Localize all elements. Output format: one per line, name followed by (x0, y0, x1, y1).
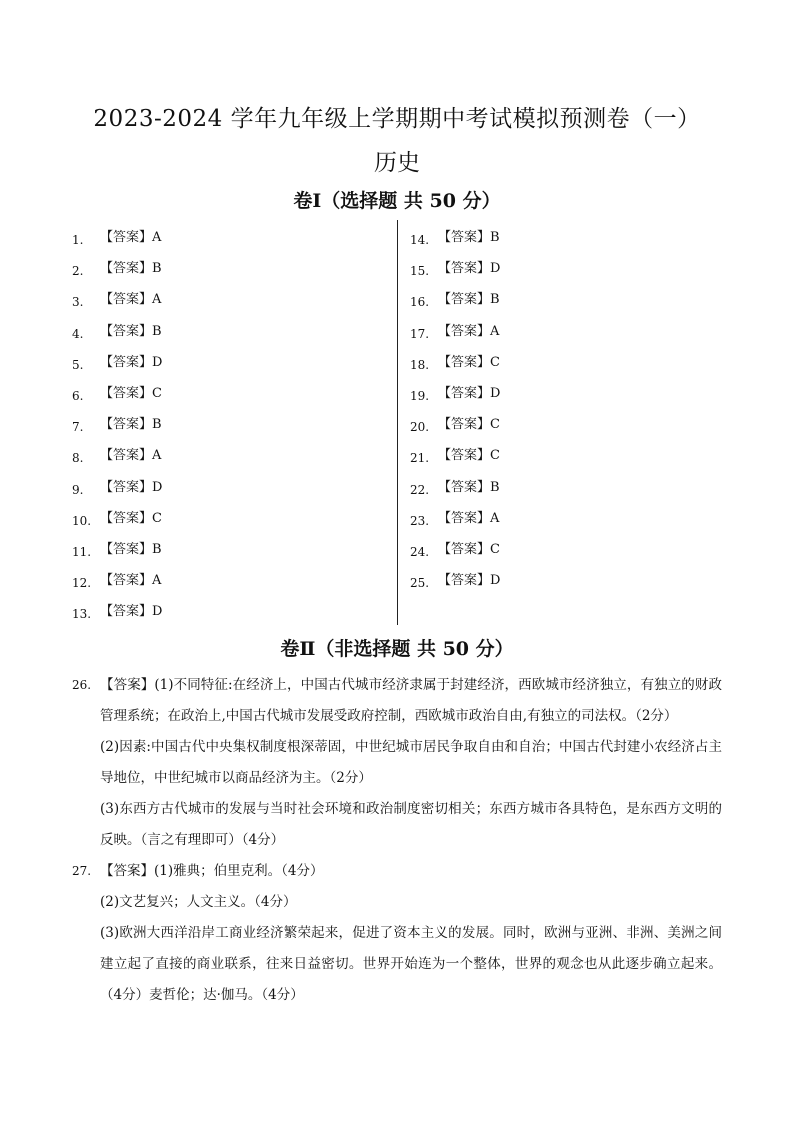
question-number: 26. (72, 678, 92, 692)
answer-letter: B (490, 292, 500, 308)
answer-row (410, 382, 500, 402)
answer-tag: 【答案】 (438, 448, 491, 464)
question-number: 9. (72, 482, 84, 497)
question-number: 7. (72, 420, 84, 435)
answer-letter: B (152, 542, 162, 557)
answer-letter: C (490, 542, 500, 557)
answer-row (72, 351, 162, 371)
answer-row (72, 569, 161, 589)
answer-tag: 【答案】 (100, 573, 153, 589)
answer-letter: A (490, 323, 500, 339)
question-number: 5. (72, 357, 84, 372)
answer-tag: 【答案】 (100, 323, 153, 339)
answer-letter: A (490, 510, 500, 526)
answer-row (410, 257, 500, 277)
answer-letter: A (152, 573, 162, 589)
answer-letter: D (152, 354, 163, 370)
answer-row (72, 382, 162, 402)
question-26 (72, 670, 722, 856)
question-number: 23. (410, 513, 430, 528)
answer-tag: 【答案】 (100, 604, 153, 620)
answer-letter: B (152, 261, 162, 277)
answer-tag: 【答案】 (100, 510, 153, 526)
answer-letter: B (490, 230, 500, 245)
answer-tag: 【答案】 (438, 542, 491, 557)
answer-tag: 【答案】 (438, 386, 491, 401)
answer-row (410, 569, 500, 589)
question-number: 22. (410, 482, 430, 497)
question-number: 21. (410, 451, 430, 466)
answer-tag: 【答案】 (100, 386, 153, 401)
answer-row (410, 320, 499, 340)
answer-row (410, 538, 500, 558)
answer-letter: C (490, 448, 500, 464)
answer-tag: 【答案】 (100, 479, 153, 495)
question-number: 18. (410, 357, 430, 372)
question-number: 8. (72, 451, 84, 466)
answer-row (410, 507, 499, 527)
answer-letter: D (152, 604, 163, 620)
question-number: 27. (72, 864, 92, 878)
answer-part-2: (2)因素:中国古代中央集权制度根深蒂固，中世纪城市居民争取自由和自治；中国古代封建小农经济占主导地位，中世纪城市以商品经济为主。（2分） (100, 739, 722, 786)
answer-row (72, 288, 161, 308)
answer-tag: 【答案】 (100, 261, 153, 277)
question-number: 12. (72, 576, 92, 591)
answer-tag: 【答案】 (100, 417, 153, 433)
answer-tag: 【答案】 (438, 292, 491, 308)
answer-letter: C (490, 354, 500, 370)
answer-letter: D (490, 261, 501, 277)
answer-tag: 【答案】 (438, 354, 491, 370)
answer-tag: 【答案】 (438, 230, 491, 245)
answer-row (410, 444, 500, 464)
column-divider (397, 220, 398, 625)
answer-row (72, 444, 161, 464)
answer-tag: 【答案】 (438, 573, 491, 589)
answer-part-3: (3)欧洲大西洋沿岸工商业经济繁荣起来，促进了资本主义的发展。同时，欧洲与亚洲、非洲、美洲之间建立起了直接的商业联系，往来日益密切。世界开始连为一个整体，世界的观念也从此逐步确立起来。（4分）麦哲伦；达·伽马。（4分） (100, 925, 722, 1003)
answer-letter: B (152, 417, 162, 433)
answer-part-1: 【答案】(1)雅典；伯里克利。（4分） (100, 863, 324, 879)
answer-letter: D (490, 573, 501, 589)
question-number: 2. (72, 264, 84, 279)
answer-tag: 【答案】 (100, 230, 153, 245)
answer-row (410, 476, 500, 496)
answer-letter: C (152, 510, 162, 526)
question-number: 3. (72, 295, 84, 310)
answer-letter: D (152, 479, 163, 495)
answer-row (72, 257, 162, 277)
answer-tag: 【答案】 (100, 542, 153, 557)
answer-tag: 【答案】 (100, 292, 153, 308)
answer-row (72, 226, 161, 246)
document-title: 2023-2024 学年九年级上学期期中考试模拟预测卷（一） (93, 106, 701, 132)
answer-letter: D (490, 386, 501, 401)
answer-part-3: (3)东西方古代城市的发展与当时社会环境和政治制度密切相关；东西方城市各具特色，是东西方文明的反映。（言之有理即可）（4分） (100, 801, 722, 848)
question-number: 24. (410, 545, 430, 559)
section-2-title: 卷Ⅱ（非选择题 共 50 分） (280, 638, 514, 660)
answer-letter: A (152, 292, 162, 308)
question-number: 1. (72, 233, 84, 247)
answer-row (410, 351, 500, 371)
answer-tag: 【答案】 (438, 479, 491, 495)
question-number: 11. (72, 545, 92, 559)
answer-row (72, 413, 162, 433)
question-number: 19. (410, 389, 430, 403)
answer-row (72, 507, 162, 527)
subject-title: 历史 (374, 150, 420, 176)
answer-row (410, 226, 500, 246)
question-number: 10. (72, 513, 92, 528)
question-number: 20. (410, 420, 430, 435)
answer-row (72, 600, 162, 620)
answer-row (72, 320, 162, 340)
question-number: 6. (72, 389, 84, 403)
answer-letter: B (490, 479, 500, 495)
question-number: 17. (410, 326, 430, 341)
question-number: 25. (410, 576, 430, 591)
answer-tag: 【答案】 (438, 323, 491, 339)
answer-letter: B (152, 323, 162, 339)
answer-row (72, 538, 162, 558)
answer-tag: 【答案】 (100, 448, 153, 464)
answer-letter: C (152, 386, 162, 401)
answer-tag: 【答案】 (438, 510, 491, 526)
question-number: 14. (410, 233, 430, 247)
section-1-title: 卷Ⅰ（选择题 共 50 分） (293, 190, 501, 212)
question-number: 4. (72, 326, 84, 341)
answer-letter: C (490, 417, 500, 433)
answer-letter: A (152, 448, 162, 464)
question-number: 16. (410, 295, 430, 310)
question-27 (72, 856, 722, 1011)
answer-row (410, 288, 500, 308)
answer-tag: 【答案】 (100, 354, 153, 370)
answer-tag: 【答案】 (438, 417, 491, 433)
answer-letter: A (152, 230, 162, 245)
answer-row (72, 476, 162, 496)
question-number: 13. (72, 607, 92, 622)
answer-part-2: (2)文艺复兴；人文主义。（4分） (100, 894, 297, 910)
question-number: 15. (410, 264, 430, 279)
answer-tag: 【答案】 (438, 261, 491, 277)
answer-part-1: 【答案】(1)不同特征:在经济上，中国古代城市经济隶属于封建经济，西欧城市经济独立，有独立的财政管理系统；在政治上,中国古代城市发展受政府控制，西欧城市政治自由,有独立的司法权。（2分） (100, 677, 722, 724)
answer-row (410, 413, 500, 433)
